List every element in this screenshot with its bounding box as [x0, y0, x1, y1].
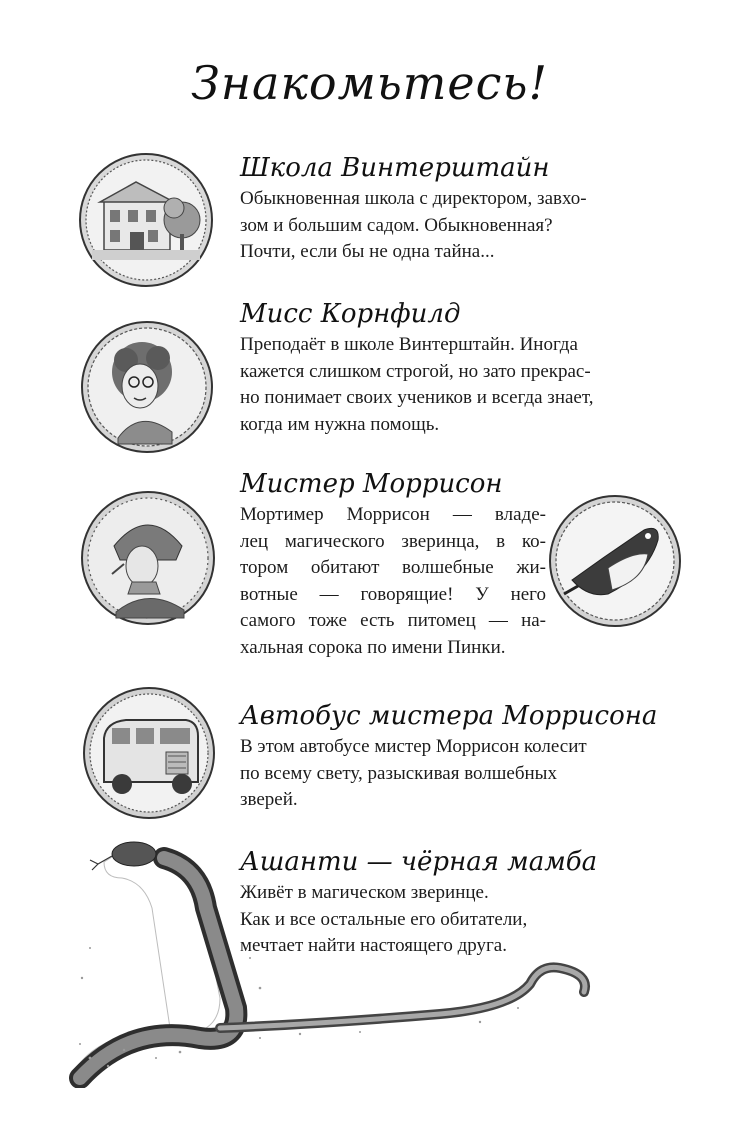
description-line: хальная сорока по имени Пинки.: [240, 636, 506, 658]
entry-heading: Школа Винтерштайн: [240, 153, 550, 183]
school-building-icon: [78, 152, 214, 288]
description-line: по всему свету, разыскивая волшебных: [240, 762, 557, 784]
entry-heading: Автобус мистера Моррисона: [240, 701, 658, 731]
entry-description: [240, 502, 546, 661]
old-man-portrait-icon: [80, 490, 216, 626]
entry-description: [240, 332, 650, 438]
description-line: Обыкновенная школа с директором, завхо-: [240, 188, 587, 209]
description-line: Живёт в магическом зверинце.: [240, 882, 489, 903]
magpie-portrait-icon: [548, 494, 682, 628]
description-line: самого тоже есть питомец — на-: [240, 610, 546, 631]
description-line: когда им нужна помощь.: [240, 413, 440, 435]
entry-school: [240, 150, 650, 266]
entry-heading: Мисс Корнфилд: [240, 299, 461, 329]
description-line: зверей.: [240, 789, 298, 810]
entry-description: [240, 186, 650, 266]
entry-heading: Мистер Моррисон: [240, 469, 503, 499]
entry-bus: [240, 698, 660, 814]
description-line: Как и все остальные его обитатели,: [240, 908, 528, 930]
description-line: тором обитают волшебные жи-: [240, 557, 546, 578]
description-line: Мортимер Моррисон — владе-: [240, 504, 546, 525]
description-line: вотные — говорящие! У него: [240, 583, 546, 605]
entry-heading: Ашанти — чёрная мамба: [240, 847, 598, 877]
description-line: В этом автобусе мистер Моррисон колесит: [240, 736, 587, 757]
description-line: но понимает своих учеников и всегда знает,: [240, 387, 594, 408]
entry-ashanti: [240, 844, 660, 960]
description-line: Почти, если бы не одна тайна...: [240, 241, 495, 262]
description-line: зом и большим садом. Обыкновенная?: [240, 214, 553, 236]
entry-miss-cornfield: [240, 296, 650, 438]
teacher-portrait-icon: [80, 320, 214, 454]
entry-description: [240, 734, 660, 814]
page-title: Знакомьтесь!: [191, 56, 548, 110]
description-line: Преподаёт в школе Винтерштайн. Иногда: [240, 334, 578, 355]
description-line: лец магического зверинца, в ко-: [240, 530, 546, 552]
description-line: кажется слишком строгой, но зато прекрас-: [240, 360, 591, 382]
entry-description: [240, 880, 660, 960]
entry-mr-morrison: [240, 466, 546, 661]
description-line: мечтает найти настоящего друга.: [240, 935, 507, 956]
bus-icon: [82, 686, 216, 820]
